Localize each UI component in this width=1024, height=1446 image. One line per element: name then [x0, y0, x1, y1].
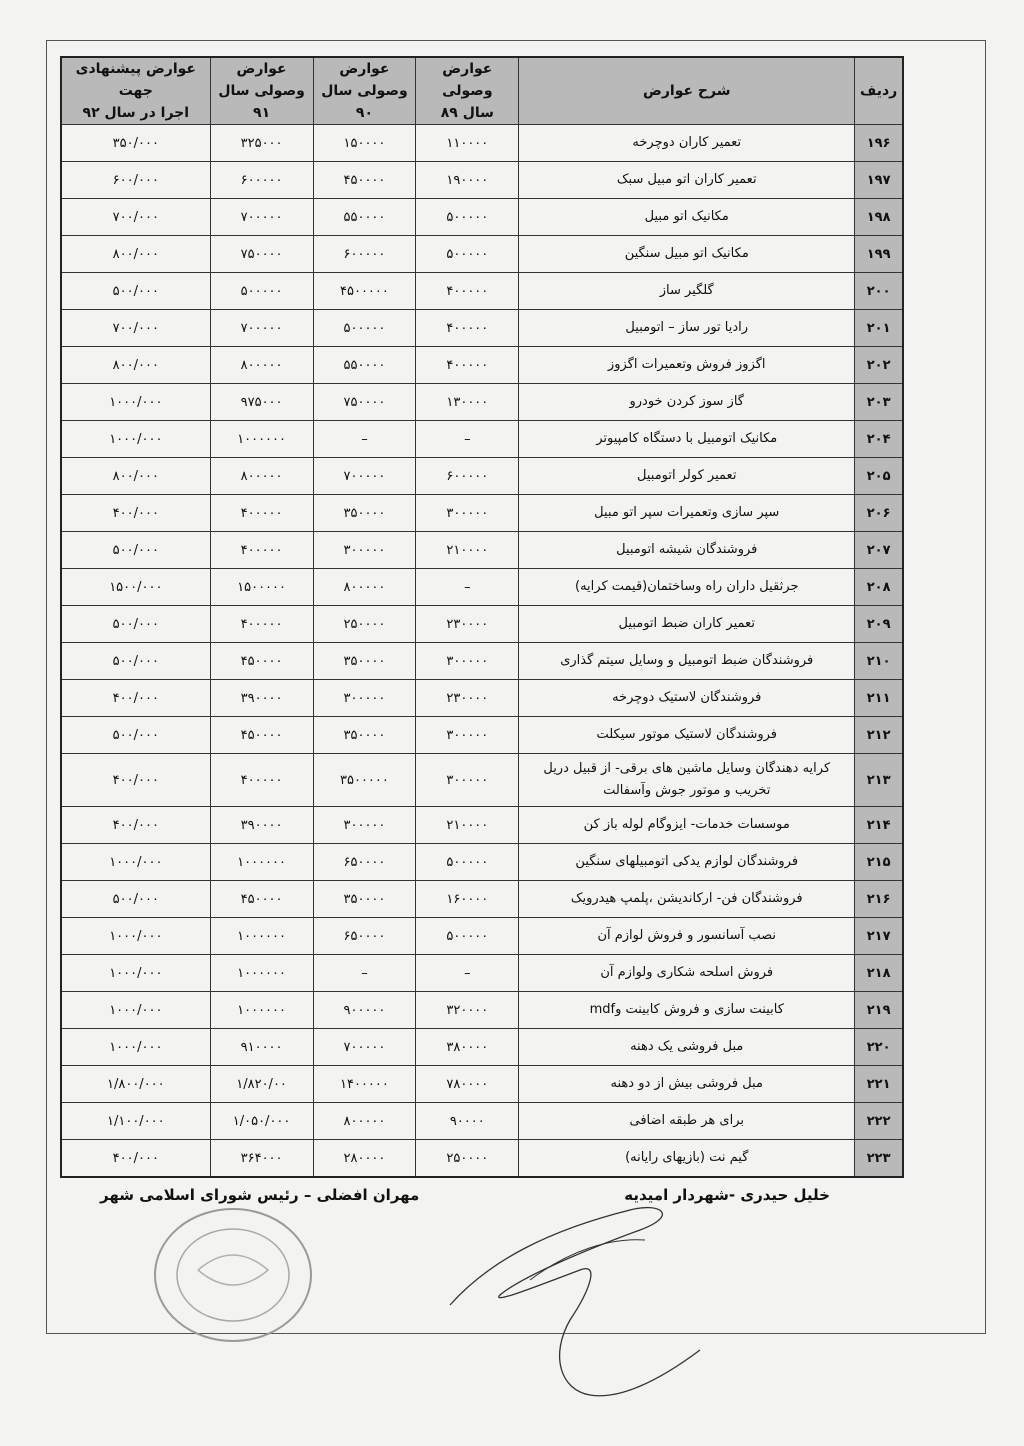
fee-92-cell: ۴۰۰/۰۰۰ [61, 807, 210, 844]
fee-89-cell: ۲۱۰۰۰۰ [416, 532, 519, 569]
fee-90-cell: ۳۵۰۰۰۰ [313, 495, 416, 532]
header-year-91-line1: عوارض [236, 61, 287, 77]
description-cell: جرثقیل داران راه وساختمان(قیمت کرایه) [519, 569, 855, 606]
fee-89-cell: ۵۰۰۰۰۰ [416, 918, 519, 955]
table-row [61, 643, 903, 680]
fee-91-cell: ۷۰۰۰۰۰ [210, 310, 313, 347]
description-cell: تعمیر کولر اتومبیل [519, 458, 855, 495]
fee-89-cell: ۲۳۰۰۰۰ [416, 606, 519, 643]
header-year-89-line2: سال ۸۹ [440, 105, 494, 121]
fee-90-cell: ۷۵۰۰۰۰ [313, 384, 416, 421]
row-number-cell: ۲۰۲ [855, 347, 903, 384]
fee-90-cell: – [313, 421, 416, 458]
row-number-cell: ۲۱۴ [855, 807, 903, 844]
description-cell: گاز سوز کردن خودرو [519, 384, 855, 421]
fee-89-cell: ۱۱۰۰۰۰ [416, 125, 519, 162]
table-row [61, 1103, 903, 1140]
fee-89-cell: ۵۰۰۰۰۰ [416, 199, 519, 236]
description-cell: سپر سازی وتعمیرات سپر اتو مبیل [519, 495, 855, 532]
header-year-92-line2: اجرا در سال ۹۲ [82, 105, 190, 121]
row-number-cell: ۱۹۶ [855, 125, 903, 162]
fee-89-cell: ۵۰۰۰۰۰ [416, 844, 519, 881]
row-number-cell: ۲۰۴ [855, 421, 903, 458]
fee-89-cell: ۱۳۰۰۰۰ [416, 384, 519, 421]
fee-89-cell: ۱۹۰۰۰۰ [416, 162, 519, 199]
description-cell: رادیا تور ساز – اتومبیل [519, 310, 855, 347]
table-row [61, 532, 903, 569]
fee-89-cell: ۳۰۰۰۰۰ [416, 717, 519, 754]
fee-91-cell: ۹۱۰۰۰۰ [210, 1029, 313, 1066]
fee-91-cell: ۴۵۰۰۰۰ [210, 881, 313, 918]
header-year-90-line2: وصولی سال ۹۰ [321, 83, 408, 121]
row-number-cell: ۲۲۰ [855, 1029, 903, 1066]
description-cell: فروشندگان لاستیک موتور سیکلت [519, 717, 855, 754]
fee-91-cell: ۴۰۰۰۰۰ [210, 754, 313, 807]
description-cell: فروشندگان فن- ارکاندیشن ،پلمپ هیدرویک [519, 881, 855, 918]
description-line: تخریب و موتور جوش وآسفالت [603, 783, 771, 798]
description-cell: مکانیک اتومبیل با دستگاه کامپیوتر [519, 421, 855, 458]
table-row [61, 310, 903, 347]
fee-92-cell: ۱۰۰۰/۰۰۰ [61, 992, 210, 1029]
table-row [61, 273, 903, 310]
fee-91-cell: ۱۰۰۰۰۰۰ [210, 992, 313, 1029]
fee-90-cell: ۳۰۰۰۰۰ [313, 680, 416, 717]
fee-91-cell: ۵۰۰۰۰۰ [210, 273, 313, 310]
row-number-cell: ۲۰۶ [855, 495, 903, 532]
description-cell: فروش اسلحه شکاری ولوازم آن [519, 955, 855, 992]
fee-89-cell: – [416, 569, 519, 606]
fee-90-cell: ۸۰۰۰۰۰ [313, 1103, 416, 1140]
fee-90-cell: ۷۰۰۰۰۰ [313, 458, 416, 495]
description-cell: فروشندگان لاستیک دوچرخه [519, 680, 855, 717]
fee-92-cell: ۱۰۰۰/۰۰۰ [61, 384, 210, 421]
fee-91-cell: ۷۵۰۰۰۰ [210, 236, 313, 273]
fee-92-cell: ۵۰۰/۰۰۰ [61, 273, 210, 310]
fee-91-cell: ۱۰۰۰۰۰۰ [210, 844, 313, 881]
fee-90-cell: ۲۵۰۰۰۰ [313, 606, 416, 643]
mayor-signature-label: خلیل حیدری -شهردار امیدیه [624, 1186, 830, 1204]
fee-table-body [61, 125, 903, 1178]
fee-90-cell: ۳۰۰۰۰۰ [313, 532, 416, 569]
description-cell: گیم نت (بازیهای رایانه) [519, 1140, 855, 1178]
row-number-cell: ۱۹۸ [855, 199, 903, 236]
fee-91-cell: ۳۶۴۰۰۰ [210, 1140, 313, 1178]
fee-92-cell: ۱۰۰۰/۰۰۰ [61, 918, 210, 955]
fee-91-cell: ۱۵۰۰۰۰۰ [210, 569, 313, 606]
fee-90-cell: ۶۰۰۰۰۰ [313, 236, 416, 273]
fee-89-cell: ۳۸۰۰۰۰ [416, 1029, 519, 1066]
fee-92-cell: ۱۰۰۰/۰۰۰ [61, 844, 210, 881]
row-number-cell: ۲۱۱ [855, 680, 903, 717]
fee-90-cell: ۶۵۰۰۰۰ [313, 918, 416, 955]
fee-89-cell: ۶۰۰۰۰۰ [416, 458, 519, 495]
fee-92-cell: ۸۰۰/۰۰۰ [61, 458, 210, 495]
table-row [61, 680, 903, 717]
fee-90-cell: ۶۵۰۰۰۰ [313, 844, 416, 881]
row-number-cell: ۲۱۷ [855, 918, 903, 955]
fee-91-cell: ۴۰۰۰۰۰ [210, 532, 313, 569]
fee-91-cell: ۹۷۵۰۰۰ [210, 384, 313, 421]
fee-table [60, 56, 904, 1178]
fee-90-cell: ۹۰۰۰۰۰ [313, 992, 416, 1029]
fee-91-cell: ۱/۰۵۰/۰۰۰ [210, 1103, 313, 1140]
fee-90-cell: ۵۵۰۰۰۰ [313, 347, 416, 384]
fee-89-cell: – [416, 421, 519, 458]
row-number-cell: ۲۲۱ [855, 1066, 903, 1103]
table-row [61, 162, 903, 199]
fee-89-cell: – [416, 955, 519, 992]
table-row [61, 236, 903, 273]
fee-90-cell: ۳۵۰۰۰۰ [313, 643, 416, 680]
fee-89-cell: ۹۰۰۰۰ [416, 1103, 519, 1140]
table-row [61, 384, 903, 421]
header-year-90 [313, 57, 416, 125]
table-row [61, 199, 903, 236]
description-cell: مکانیک اتو مبیل سنگین [519, 236, 855, 273]
row-number-cell: ۲۰۵ [855, 458, 903, 495]
row-number-cell: ۲۱۲ [855, 717, 903, 754]
fee-92-cell: ۱۵۰۰/۰۰۰ [61, 569, 210, 606]
fee-91-cell: ۳۹۰۰۰۰ [210, 807, 313, 844]
fee-92-cell: ۷۰۰/۰۰۰ [61, 199, 210, 236]
header-year-89 [416, 57, 519, 125]
description-cell: تعمیر کاران ضبط اتومبیل [519, 606, 855, 643]
row-number-cell: ۲۰۷ [855, 532, 903, 569]
fee-90-cell: ۴۵۰۰۰۰۰ [313, 273, 416, 310]
fee-90-cell: ۳۰۰۰۰۰ [313, 807, 416, 844]
fee-92-cell: ۵۰۰/۰۰۰ [61, 532, 210, 569]
table-row [61, 458, 903, 495]
fee-91-cell: ۸۰۰۰۰۰ [210, 347, 313, 384]
description-cell: فروشندگان ضبط اتومبیل و وسایل سیتم گذاری [519, 643, 855, 680]
fee-89-cell: ۱۶۰۰۰۰ [416, 881, 519, 918]
fee-89-cell: ۴۰۰۰۰۰ [416, 273, 519, 310]
fee-89-cell: ۲۳۰۰۰۰ [416, 680, 519, 717]
fee-91-cell: ۱۰۰۰۰۰۰ [210, 918, 313, 955]
fee-92-cell: ۱/۸۰۰/۰۰۰ [61, 1066, 210, 1103]
table-row [61, 1029, 903, 1066]
table-row [61, 955, 903, 992]
row-number-cell: ۱۹۹ [855, 236, 903, 273]
table-row [61, 347, 903, 384]
row-number-cell: ۲۲۳ [855, 1140, 903, 1178]
table-row [61, 1140, 903, 1178]
description-cell: نصب آسانسور و فروش لوازم آن [519, 918, 855, 955]
row-number-cell: ۲۰۱ [855, 310, 903, 347]
fee-91-cell: ۱۰۰۰۰۰۰ [210, 955, 313, 992]
fee-90-cell: ۷۰۰۰۰۰ [313, 1029, 416, 1066]
header-year-89-line1: عوارض وصولی [442, 61, 493, 99]
fee-90-cell: ۱۴۰۰۰۰۰ [313, 1066, 416, 1103]
header-year-92-line1: عوارض پیشنهادی جهت [75, 61, 196, 99]
fee-91-cell: ۳۲۵۰۰۰ [210, 125, 313, 162]
description-cell: مکانیک اتو مبیل [519, 199, 855, 236]
description-cell: تعمیر کاران اتو مبیل سبک [519, 162, 855, 199]
fee-92-cell: ۱۰۰۰/۰۰۰ [61, 1029, 210, 1066]
header-year-90-line1: عوارض [339, 61, 390, 77]
fee-91-cell: ۶۰۰۰۰۰ [210, 162, 313, 199]
table-row [61, 881, 903, 918]
description-cell: اگزوز فروش وتعمیرات اگزوز [519, 347, 855, 384]
row-number-cell: ۲۱۶ [855, 881, 903, 918]
fee-91-cell: ۴۰۰۰۰۰ [210, 495, 313, 532]
row-number-cell: ۲۲۲ [855, 1103, 903, 1140]
fee-91-cell: ۴۵۰۰۰۰ [210, 717, 313, 754]
row-number-cell: ۲۱۹ [855, 992, 903, 1029]
official-seal-icon [148, 1200, 318, 1350]
fee-92-cell: ۱۰۰۰/۰۰۰ [61, 421, 210, 458]
header-description: شرح عوارض [519, 57, 855, 125]
row-number-cell: ۲۱۳ [855, 754, 903, 807]
header-row [61, 57, 903, 125]
fee-90-cell: ۳۵۰۰۰۰۰ [313, 754, 416, 807]
fee-92-cell: ۴۰۰/۰۰۰ [61, 754, 210, 807]
fee-89-cell: ۴۰۰۰۰۰ [416, 347, 519, 384]
fee-92-cell: ۴۰۰/۰۰۰ [61, 680, 210, 717]
description-cell: برای هر طبقه اضافی [519, 1103, 855, 1140]
description-cell: گلگیر ساز [519, 273, 855, 310]
fee-90-cell: ۳۵۰۰۰۰ [313, 881, 416, 918]
fee-89-cell: ۲۵۰۰۰۰ [416, 1140, 519, 1178]
header-year-91 [210, 57, 313, 125]
table-row [61, 918, 903, 955]
description-cell [519, 754, 855, 807]
description-cell: موسسات خدمات- ایزوگام لوله باز کن [519, 807, 855, 844]
fee-91-cell: ۱۰۰۰۰۰۰ [210, 421, 313, 458]
fee-92-cell: ۵۰۰/۰۰۰ [61, 881, 210, 918]
table-row [61, 844, 903, 881]
handwritten-signature-icon [430, 1190, 760, 1410]
fee-92-cell: ۸۰۰/۰۰۰ [61, 236, 210, 273]
fee-92-cell: ۵۰۰/۰۰۰ [61, 606, 210, 643]
row-number-cell: ۱۹۷ [855, 162, 903, 199]
fee-92-cell: ۵۰۰/۰۰۰ [61, 643, 210, 680]
header-year-92 [61, 57, 210, 125]
table-row [61, 125, 903, 162]
row-number-cell: ۲۰۳ [855, 384, 903, 421]
fee-91-cell: ۴۵۰۰۰۰ [210, 643, 313, 680]
fee-91-cell: ۳۹۰۰۰۰ [210, 680, 313, 717]
table-row [61, 421, 903, 458]
fee-92-cell: ۱/۱۰۰/۰۰۰ [61, 1103, 210, 1140]
header-row-no: ردیف [855, 57, 903, 125]
fee-92-cell: ۱۰۰۰/۰۰۰ [61, 955, 210, 992]
table-row [61, 495, 903, 532]
description-cell: کابینت سازی و فروش کابینت وmdf [519, 992, 855, 1029]
table-row [61, 1066, 903, 1103]
fee-90-cell: ۴۵۰۰۰۰ [313, 162, 416, 199]
table-row [61, 569, 903, 606]
header-year-91-line2: وصولی سال ۹۱ [218, 83, 305, 121]
table-row [61, 606, 903, 643]
fee-90-cell: – [313, 955, 416, 992]
fee-91-cell: ۴۰۰۰۰۰ [210, 606, 313, 643]
description-cell: تعمیر کاران دوچرخه [519, 125, 855, 162]
fee-92-cell: ۸۰۰/۰۰۰ [61, 347, 210, 384]
fee-92-cell: ۷۰۰/۰۰۰ [61, 310, 210, 347]
table-row [61, 754, 903, 807]
fee-90-cell: ۵۰۰۰۰۰ [313, 310, 416, 347]
fee-89-cell: ۳۰۰۰۰۰ [416, 754, 519, 807]
fee-90-cell: ۵۵۰۰۰۰ [313, 199, 416, 236]
fee-89-cell: ۵۰۰۰۰۰ [416, 236, 519, 273]
council-signature-label: مهران افضلی – رئیس شورای اسلامی شهر [100, 1186, 420, 1204]
fee-90-cell: ۸۰۰۰۰۰ [313, 569, 416, 606]
fee-89-cell: ۳۲۰۰۰۰ [416, 992, 519, 1029]
description-cell: مبل فروشی یک دهنه [519, 1029, 855, 1066]
fee-91-cell: ۷۰۰۰۰۰ [210, 199, 313, 236]
row-number-cell: ۲۱۸ [855, 955, 903, 992]
fee-92-cell: ۵۰۰/۰۰۰ [61, 717, 210, 754]
row-number-cell: ۲۱۵ [855, 844, 903, 881]
table-row [61, 992, 903, 1029]
fee-92-cell: ۴۰۰/۰۰۰ [61, 1140, 210, 1178]
description-cell: مبل فروشی بیش از دو دهنه [519, 1066, 855, 1103]
fee-89-cell: ۷۸۰۰۰۰ [416, 1066, 519, 1103]
row-number-cell: ۲۰۹ [855, 606, 903, 643]
description-line: کرایه دهندگان وسایل ماشین های برقی- از قبیل دریل [543, 761, 831, 776]
fee-89-cell: ۲۱۰۰۰۰ [416, 807, 519, 844]
row-number-cell: ۲۱۰ [855, 643, 903, 680]
fee-90-cell: ۱۵۰۰۰۰ [313, 125, 416, 162]
description-cell: فروشندگان شیشه اتومبیل [519, 532, 855, 569]
row-number-cell: ۲۰۰ [855, 273, 903, 310]
fee-92-cell: ۳۵۰/۰۰۰ [61, 125, 210, 162]
fee-92-cell: ۴۰۰/۰۰۰ [61, 495, 210, 532]
fee-90-cell: ۳۵۰۰۰۰ [313, 717, 416, 754]
fee-89-cell: ۳۰۰۰۰۰ [416, 643, 519, 680]
fee-92-cell: ۶۰۰/۰۰۰ [61, 162, 210, 199]
table-row [61, 717, 903, 754]
table-row [61, 807, 903, 844]
fee-91-cell: ۸۰۰۰۰۰ [210, 458, 313, 495]
fee-91-cell: ۱/۸۲۰/۰۰ [210, 1066, 313, 1103]
fee-90-cell: ۲۸۰۰۰۰ [313, 1140, 416, 1178]
fee-89-cell: ۴۰۰۰۰۰ [416, 310, 519, 347]
row-number-cell: ۲۰۸ [855, 569, 903, 606]
fee-89-cell: ۳۰۰۰۰۰ [416, 495, 519, 532]
description-cell: فروشندگان لوازم یدکی اتومبیلهای سنگین [519, 844, 855, 881]
